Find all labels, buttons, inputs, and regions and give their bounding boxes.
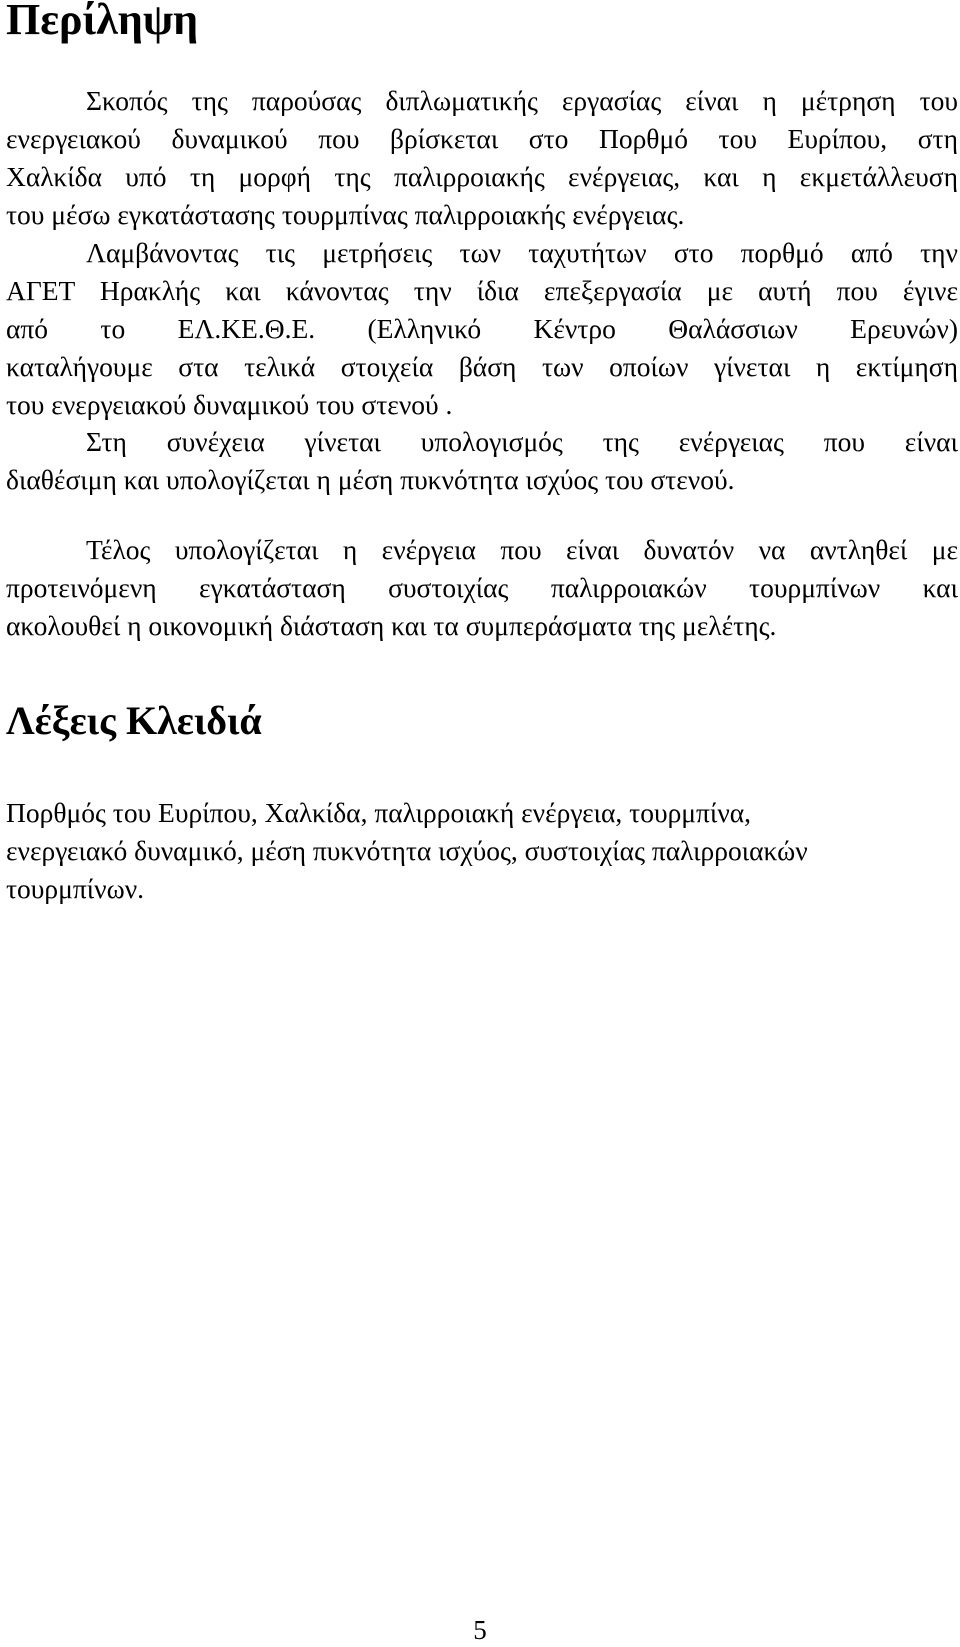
keywords-heading: Λέξεις Κλειδιά — [6, 698, 262, 743]
abstract-line: Λαμβάνοντας τις μετρήσεις των ταχυτήτων στο πορθμό από την — [86, 237, 958, 268]
abstract-heading: Περίληψη — [6, 0, 199, 44]
abstract-line: από το ΕΛ.ΚΕ.Θ.Ε. (Ελληνικό Κέντρο Θαλάσσιων Ερευνών) — [6, 313, 958, 344]
abstract-line: ενεργειακού δυναμικού που βρίσκεται στο Πορθμό του Ευρίπου, στη — [6, 123, 958, 154]
keywords-line: ενεργειακό δυναμικό, μέση πυκνότητα ισχύος, συστοιχίας παλιρροιακών — [6, 835, 808, 866]
abstract-line: του μέσω εγκατάστασης τουρμπίνας παλιρροιακής ενέργειας. — [6, 199, 685, 230]
abstract-line: του ενεργειακού δυναμικού του στενού . — [6, 389, 453, 420]
abstract-line: Στη συνέχεια γίνεται υπολογισμός της ενέργειας που είναι — [86, 426, 958, 457]
keywords-line: Πορθμός του Ευρίπου, Χαλκίδα, παλιρροιακή ενέργεια, τουρμπίνα, — [6, 797, 752, 828]
abstract-line: καταλήγουμε στα τελικά στοιχεία βάση των οποίων γίνεται η εκτίμηση — [6, 351, 958, 382]
abstract-line: ΑΓΕΤ Ηρακλής και κάνοντας την ίδια επεξεργασία με αυτή που έγινε — [6, 275, 958, 306]
page-number: 5 — [473, 1615, 487, 1645]
abstract-line: Σκοπός της παρούσας διπλωματικής εργασίας είναι η μέτρηση του — [86, 85, 958, 116]
abstract-line: διαθέσιμη και υπολογίζεται η μέση πυκνότητα ισχύος του στενού. — [6, 464, 735, 495]
keywords-line: τουρμπίνων. — [6, 873, 145, 904]
abstract-line: Τέλος υπολογίζεται η ενέργεια που είναι δυνατόν να αντληθεί με — [86, 534, 958, 565]
abstract-line: ακολουθεί η οικονομική διάσταση και τα συμπεράσματα της μελέτης. — [6, 610, 777, 641]
abstract-line: Χαλκίδα υπό τη μορφή της παλιρροιακής ενέργειας, και η εκμετάλλευση — [6, 161, 958, 192]
abstract-line: προτεινόμενη εγκατάσταση συστοιχίας παλιρροιακών τουρμπίνων και — [6, 572, 958, 603]
